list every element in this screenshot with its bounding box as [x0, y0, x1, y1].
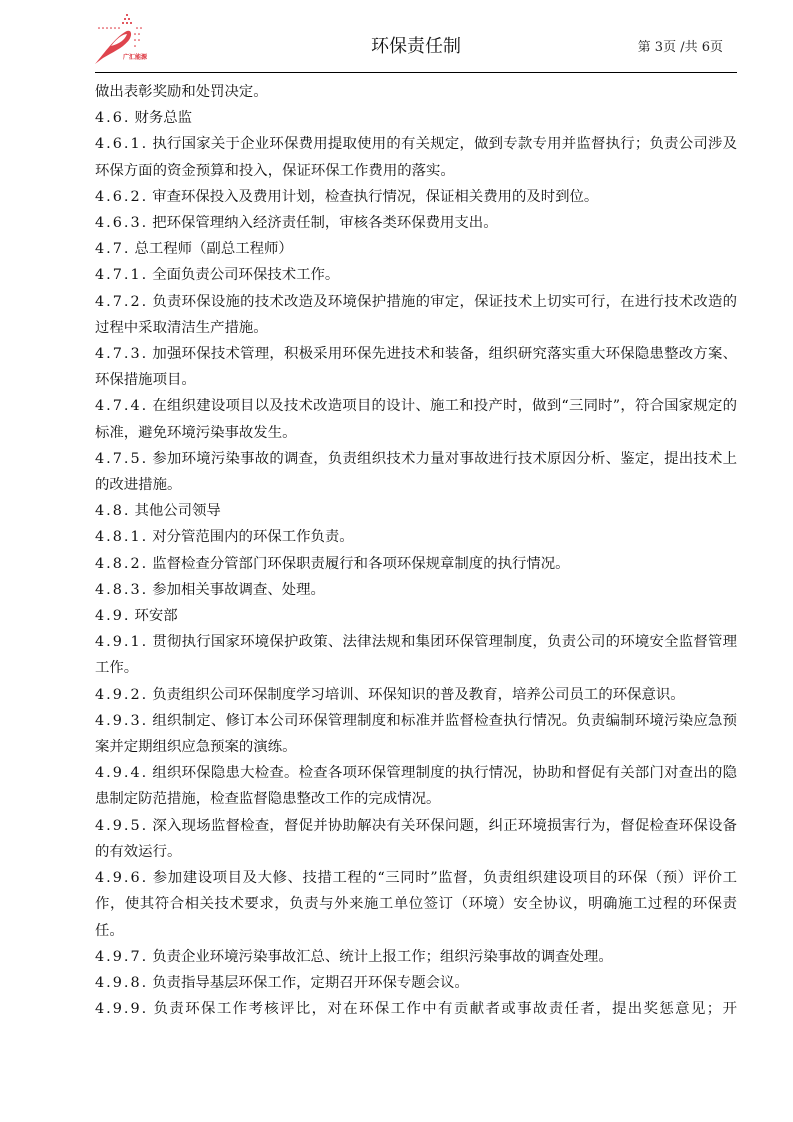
paragraph-text: 负责环保工作考核评比，对在环保工作中有贡献者或事故责任者，提出奖惩意见；开 [152, 1001, 737, 1018]
section-number: 4.6.2. [95, 188, 149, 205]
section-number: 4.9.9. [95, 1001, 149, 1018]
section-number: 4.7.3. [95, 346, 149, 363]
paragraph-text: 执行国家关于企业环保费用提取使用的有关规定，做到专款专用并监督执行；负责公司涉及环保方面的资金预算和投入，保证环保工作费用的落实。 [95, 136, 737, 179]
paragraph-text: 参加环境污染事故的调查，负责组织技术力量对事故进行技术原因分析、鉴定，提出技术上的改进措施。 [95, 450, 737, 494]
section-number: 4.9.8. [95, 974, 149, 991]
paragraph [95, 210, 737, 236]
paragraph [95, 577, 737, 603]
paragraph-text: 参加相关事故调查、处理。 [152, 581, 325, 598]
paragraph-text: 负责企业环境污染事故汇总、统计上报工作；组织污染事故的调查处理。 [152, 948, 613, 965]
paragraph [95, 708, 737, 760]
paragraph [95, 131, 737, 183]
paragraph-text: 组织制定、修订本公司环保管理制度和标准并监督检查执行情况。负责编制环境污染应急预案并定期组织应急预案的演练。 [95, 712, 737, 756]
paragraph [95, 524, 737, 550]
section-number: 4.9. [95, 608, 131, 625]
section-number: 4.6.1. [95, 136, 149, 153]
paragraph [95, 184, 737, 210]
document-body [95, 79, 737, 1022]
paragraph-text: 负责环保设施的技术改造及环境保护措施的审定，保证技术上切实可行，在进行技术改造的过程中采取清洁生产措施。 [95, 293, 737, 336]
paragraph [95, 603, 737, 629]
document-title: 环保责任制 [371, 36, 461, 57]
section-number: 4.9.6. [95, 870, 149, 887]
section-number: 4.7.5. [95, 450, 149, 467]
paragraph [95, 682, 737, 708]
section-number: 4.7.2. [95, 293, 149, 310]
section-number: 4.8.2. [95, 555, 149, 572]
paragraph [95, 289, 737, 341]
paragraph-text: 把环保管理纳入经济责任制，审核各类环保费用支出。 [152, 215, 498, 232]
section-number: 4.6. [95, 110, 131, 127]
section-number: 4.9.7. [95, 948, 149, 965]
section-number: 4.7.4. [95, 398, 149, 415]
paragraph [95, 970, 737, 996]
paragraph [95, 865, 737, 944]
section-number: 4.9.1. [95, 634, 149, 651]
paragraph-text: 组织环保隐患大检查。检查各项环保管理制度的执行情况，协助和督促有关部门对查出的隐患制定防范措施，检查监督隐患整改工作的完成情况。 [95, 765, 737, 808]
paragraph-text: 在组织建设项目以及技术改造项目的设计、施工和投产时，做到“三同时”，符合国家规定的标准，避免环境污染事故发生。 [95, 398, 737, 441]
paragraph [95, 446, 737, 498]
section-number: 4.9.5. [95, 817, 149, 834]
paragraph-text: 对分管范围内的环保工作负责。 [152, 529, 354, 546]
section-number: 4.7. [95, 241, 131, 258]
paragraph-text: 负责指导基层环保工作，定期召开环保专题会议。 [152, 974, 469, 991]
paragraph [95, 551, 737, 577]
paragraph [95, 341, 737, 393]
section-number: 4.7.1. [95, 267, 149, 284]
paragraph-text: 深入现场监督检查，督促并协助解决有关环保问题，纠正环境损害行为，督促检查环保设备的有效运行。 [95, 817, 737, 860]
paragraph-text: 参加建设项目及大修、技措工程的“三同时”监督，负责组织建设项目的环保（预）评价工作，使其符合相关技术要求，负责与外来施工单位签订（环境）安全协议，明确施工过程的环保责任。 [95, 870, 737, 939]
paragraph-text: 全面负责公司环保技术工作。 [152, 267, 340, 284]
logo-text: 广汇能源 [123, 54, 148, 61]
section-number: 4.9.2. [95, 686, 149, 703]
paragraph [95, 498, 737, 524]
section-number: 4.9.3. [95, 712, 149, 729]
section-number: 4.8.1. [95, 529, 149, 546]
page-number: 第 3页 /共 6页 [637, 40, 723, 55]
paragraph [95, 813, 737, 865]
paragraph [95, 105, 737, 131]
paragraph [95, 760, 737, 812]
paragraph [95, 262, 737, 288]
paragraph [95, 393, 737, 445]
paragraph [95, 79, 737, 105]
section-number: 4.9.4. [95, 765, 149, 782]
paragraph [95, 236, 737, 262]
paragraph-text: 加强环保技术管理，积极采用环保先进技术和装备，组织研究落实重大环保隐患整改方案、环保措施项目。 [95, 346, 737, 389]
page-header [95, 10, 737, 73]
paragraph-text: 环安部 [134, 608, 178, 625]
paragraph-text: 负责组织公司环保制度学习培训、环保知识的普及教育，培养公司员工的环保意识。 [152, 686, 685, 703]
paragraph-text: 总工程师（副总工程师） [134, 241, 293, 258]
paragraph-text: 做出表彰奖励和处罚决定。 [95, 84, 268, 100]
paragraph-text: 其他公司领导 [134, 503, 221, 520]
section-number: 4.6.3. [95, 215, 149, 232]
paragraph-text: 监督检查分管部门环保职责履行和各项环保规章制度的执行情况。 [152, 555, 570, 572]
section-number: 4.8. [95, 503, 131, 520]
paragraph-text: 财务总监 [134, 110, 193, 127]
paragraph-text: 贯彻执行国家环境保护政策、法律法规和集团环保管理制度，负责公司的环境安全监督管理工作。 [95, 634, 737, 677]
paragraph [95, 944, 737, 970]
section-number: 4.8.3. [95, 581, 149, 598]
paragraph [95, 629, 737, 681]
paragraph-text: 审查环保投入及费用计划，检查执行情况，保证相关费用的及时到位。 [152, 188, 599, 205]
paragraph [95, 996, 737, 1022]
